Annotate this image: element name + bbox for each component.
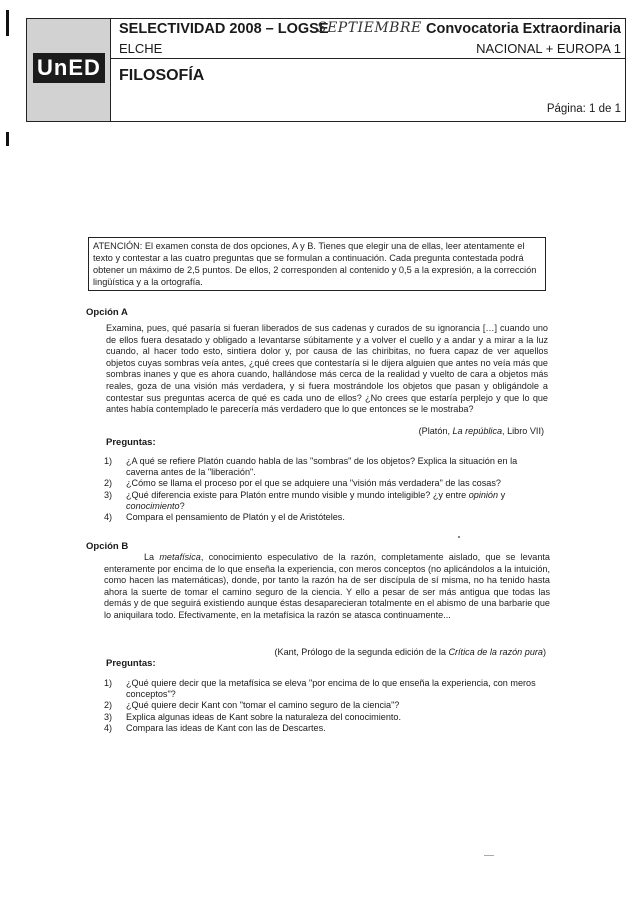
header-divider bbox=[111, 58, 625, 59]
handwritten-note: SEPTIEMBRE bbox=[317, 20, 422, 36]
text-segment: , conocimiento especulativo de la razón, completamente aislado, que se levanta enteramente por encima de lo que enseña la experiencia, con meros conceptos (no aplicándolos a la intuición, como hacen las matemáticas), donde, por tanto la razón ha de ser discípula de sí misma, no ha tenido hasta ahora la suerte de tomar el camino seguro de la ciencia. Y ello a pesar de ser más antigua que todas las demás y de que seguirá existiendo aunque éstas desaparecieran totalmente en el abismo de una barbarie que lo aniquilara todo. Efectivamente, en la metafísica la razón se atasca continuamente... bbox=[104, 552, 550, 620]
citation-work: La república bbox=[452, 426, 503, 436]
option-a-citation bbox=[419, 426, 544, 436]
option-a-title: Opción A bbox=[86, 307, 128, 318]
attention-box: ATENCIÓN: El examen consta de dos opciones, A y B. Tienes que elegir una de ellas, leer atentamente el texto y contestar a las cuatro preguntas que se formulan a continuación. Cada pregunta contestada podrá obtener un máximo de 2,5 puntos. De ellos, 2 corresponden al contenido y 0,5 a la expresión, a la corrección lingüística y a la ortografía. bbox=[88, 237, 546, 291]
question-term: opinión bbox=[468, 489, 499, 500]
uned-logo-text: UnED bbox=[33, 53, 105, 83]
option-b-citation bbox=[275, 647, 546, 657]
text-segment: La bbox=[144, 552, 160, 562]
question-number: 4) bbox=[104, 512, 113, 523]
question-text: ¿Qué quiere decir que la metafísica se eleva "por encima de lo que enseña la experiencia, con meros conceptos"? bbox=[126, 678, 536, 700]
question-item bbox=[104, 512, 548, 523]
question-item bbox=[104, 700, 550, 711]
exam-title: SELECTIVIDAD 2008 – LOGSE bbox=[119, 21, 329, 37]
option-a-questions-heading: Preguntas: bbox=[106, 437, 156, 448]
question-term: conocimiento bbox=[126, 500, 180, 511]
question-number: 2) bbox=[104, 700, 113, 711]
question-text: y bbox=[498, 489, 506, 500]
question-item bbox=[104, 478, 548, 489]
call-region: NACIONAL + EUROPA 1 bbox=[476, 41, 621, 56]
question-text: Explica algunas ideas de Kant sobre la naturaleza del conocimiento. bbox=[126, 711, 402, 722]
citation-text: (Platón, bbox=[418, 426, 453, 436]
question-text: ¿A qué se refiere Platón cuando habla de las "sombras" de los objetos? Explica la situación en la caverna antes de la "liberación". bbox=[126, 456, 518, 478]
question-text: ¿Cómo se llama el proceso por el que se adquiere una "visión más verdadera" de las cosas? bbox=[126, 478, 501, 489]
subject-title: FILOSOFÍA bbox=[119, 67, 205, 84]
scan-margin-mark bbox=[6, 10, 9, 36]
scan-margin-mark bbox=[6, 132, 9, 146]
option-a-questions bbox=[104, 456, 548, 523]
citation-work: Crítica de la razón pura bbox=[448, 647, 543, 657]
question-number: 3) bbox=[104, 489, 113, 500]
question-item bbox=[104, 490, 548, 512]
call-title: Convocatoria Extraordinaria bbox=[426, 21, 621, 37]
question-item bbox=[104, 723, 550, 734]
question-number: 1) bbox=[104, 678, 113, 688]
question-text: ¿Qué quiere decir Kant con "tomar el camino seguro de la ciencia"? bbox=[126, 700, 400, 711]
option-b-questions bbox=[104, 678, 550, 734]
question-number: 1) bbox=[104, 456, 113, 466]
scan-speck bbox=[484, 855, 494, 856]
exam-city: ELCHE bbox=[119, 41, 163, 56]
question-number: 4) bbox=[104, 722, 113, 733]
question-number: 3) bbox=[104, 711, 113, 722]
question-item bbox=[104, 712, 550, 723]
question-item bbox=[104, 678, 550, 700]
question-number: 2) bbox=[104, 478, 113, 489]
citation-text: (Kant, Prólogo de la segunda edición de la bbox=[274, 647, 449, 657]
question-text: Compara las ideas de Kant con las de Descartes. bbox=[126, 722, 326, 733]
citation-text: , Libro VII) bbox=[502, 426, 544, 436]
citation-text: ) bbox=[542, 647, 546, 657]
scan-speck bbox=[458, 536, 460, 538]
question-text: Compara el pensamiento de Platón y el de Aristóteles. bbox=[126, 512, 345, 523]
question-text: ¿Qué diferencia existe para Platón entre mundo visible y mundo inteligible? ¿y entre bbox=[126, 489, 469, 500]
page-number: Página: 1 de 1 bbox=[546, 103, 621, 115]
option-b-text bbox=[104, 552, 550, 622]
option-a-text: Examina, pues, qué pasaría si fueran liberados de sus cadenas y curados de su ignorancia […] cuando uno de ellos fuera desatado y obligado a levantarse súbitamente y a volver el cuello y a andar y a mirar a la luz cuando, al hacer todo esto, sintiera dolor y, por causa de las chiribitas, no fuera capaz de ver aquellos objetos cuyas sombras veía antes, ¿qué crees que contestaría si le dijera alguien que antes no veía más que sombras inanes y que es ahora cuando, hallándose más cerca de la realidad y vuelto de cara a objetos más reales, goza de una visión más verdadera, y si fuera mostrándole los objetos que pasan y obligándole a contestar sus preguntas acerca de qué es cada uno de ellos? ¿No crees que estaría perplejo y que lo que antes había contemplado le parecería más verdadero que lo que entonces se le mostraba? bbox=[106, 323, 548, 415]
text-term: metafísica bbox=[159, 552, 201, 562]
option-b-title: Opción B bbox=[86, 541, 129, 552]
option-b-questions-heading: Preguntas: bbox=[106, 658, 156, 669]
question-text: ? bbox=[179, 500, 185, 511]
uned-logo bbox=[27, 19, 111, 121]
exam-header bbox=[26, 18, 626, 122]
question-item bbox=[104, 456, 548, 478]
